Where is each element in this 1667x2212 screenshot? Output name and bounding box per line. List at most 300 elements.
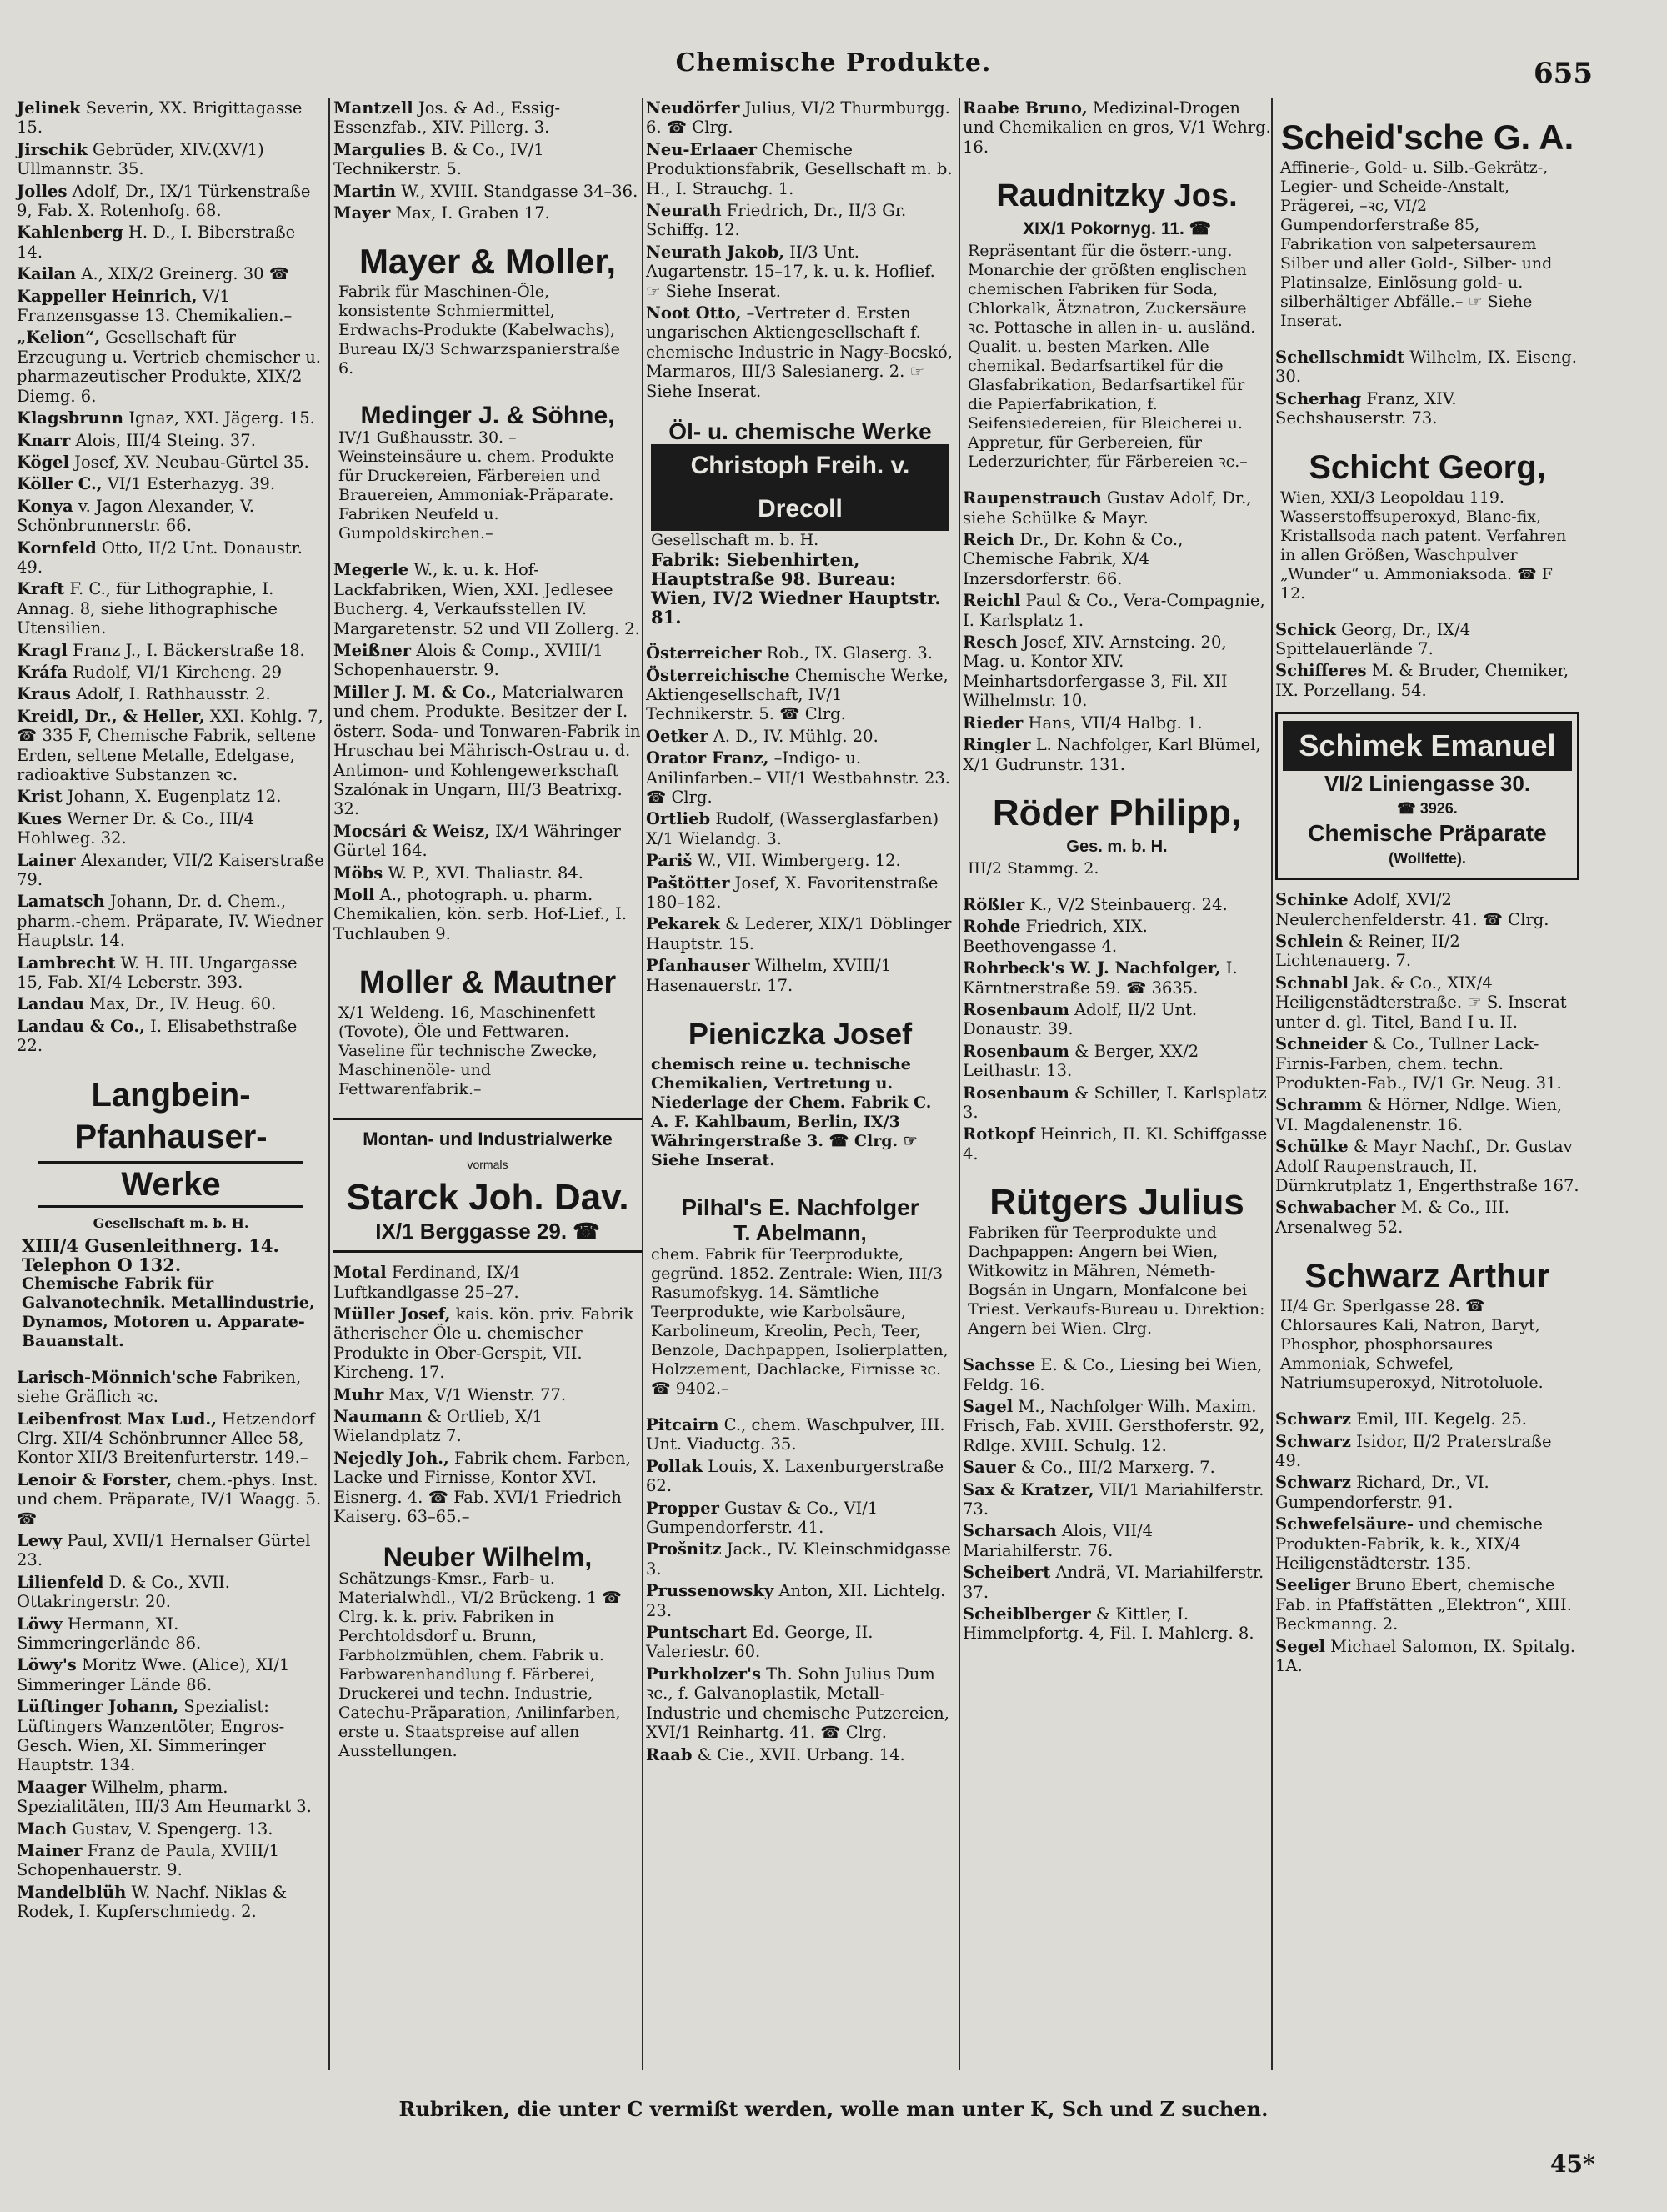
entry-name: Pfanhauser bbox=[646, 956, 750, 976]
entry-name: Mantzell bbox=[333, 98, 413, 118]
directory-entry bbox=[646, 1664, 954, 1743]
directory-entry bbox=[646, 98, 954, 138]
entry-name: Noot Otto, bbox=[646, 303, 742, 323]
advert-title: Schimek Emanuel bbox=[1283, 721, 1572, 771]
entry-details: Friedrich, Dr., II/3 Gr. Schiffg. 12. bbox=[646, 201, 907, 240]
advert-neuber bbox=[333, 1538, 642, 1768]
advert-mayer bbox=[333, 234, 642, 385]
entry-name: Kráfa bbox=[17, 662, 68, 682]
entry-name: Rotkopf bbox=[963, 1124, 1035, 1144]
entry-name: Neurath Jakob, bbox=[646, 242, 785, 262]
directory-entry bbox=[17, 1368, 325, 1407]
entry-details: C., chem. Waschpulver, III. Unt. Viaductg. 35. bbox=[646, 1415, 945, 1454]
entry-name: Neudörfer bbox=[646, 98, 740, 118]
directory-entry bbox=[17, 1017, 325, 1056]
entry-name: Schifferes bbox=[1275, 661, 1367, 681]
entry-name: Landau bbox=[17, 994, 84, 1014]
entry-name: Kornfeld bbox=[17, 538, 97, 558]
entry-details: Michael Salomon, IX. Spitalg. 1A. bbox=[1275, 1636, 1576, 1676]
column-2 bbox=[333, 98, 642, 2070]
directory-entry bbox=[646, 243, 954, 301]
advert-scheid bbox=[1275, 110, 1579, 338]
entry-name: Kraft bbox=[17, 579, 65, 599]
directory-entry bbox=[963, 735, 1271, 774]
directory-entry bbox=[17, 1841, 325, 1880]
directory-entry bbox=[646, 809, 954, 848]
entry-name: Raab bbox=[646, 1744, 693, 1764]
entry-name: Maager bbox=[17, 1777, 87, 1797]
entry-name: Lamatsch bbox=[17, 892, 105, 912]
entry-name: Megerle bbox=[333, 560, 409, 580]
advert-title: Schwarz Arthur bbox=[1304, 1258, 1550, 1295]
entry-name: Naumann bbox=[333, 1407, 423, 1426]
directory-entry bbox=[17, 809, 325, 848]
entry-details: Andrä, VI. Mariahilferstr. 37. bbox=[963, 1563, 1264, 1602]
entry-details: Paul & Co., Vera-Compagnie, I. Karlsplatz 1. bbox=[963, 591, 1265, 630]
entry-details: Max, Dr., IV. Heug. 60. bbox=[83, 994, 277, 1014]
entry-name: Sauer bbox=[963, 1458, 1016, 1478]
directory-entry bbox=[333, 683, 642, 819]
entry-details: & Co., III/2 Marxerg. 7. bbox=[1015, 1458, 1215, 1478]
advert-address: XIII/4 Gusenleithnerg. 14. Telephon O 132. bbox=[22, 1234, 279, 1275]
directory-entry bbox=[963, 713, 1271, 733]
directory-entry bbox=[17, 1819, 325, 1839]
entry-name: Purkholzer's bbox=[646, 1664, 761, 1684]
entry-details: Adolf, I. Rathhausstr. 2. bbox=[71, 684, 271, 704]
directory-entry bbox=[17, 1655, 325, 1694]
entry-details: W., VII. Wimbergerg. 12. bbox=[692, 851, 901, 871]
directory-entry bbox=[646, 1457, 954, 1496]
entry-name: Sachsse bbox=[963, 1355, 1036, 1375]
entry-details: und chemische Produkten-Fabrik, k. k., XIX/4 Heiligenstädterstr. 135. bbox=[1275, 1514, 1543, 1573]
entry-name: Köller C., bbox=[17, 474, 103, 494]
entry-name: Lenoir & Forster, bbox=[17, 1469, 173, 1489]
entry-name: Prussenowsky bbox=[646, 1581, 774, 1601]
entry-name: Larisch-Mönnich'sche bbox=[17, 1367, 218, 1387]
entry-details: & Berger, XX/2 Leithastr. 13. bbox=[963, 1041, 1199, 1081]
advert-address: III/2 Stammg. 2. bbox=[968, 858, 1099, 878]
entry-details: chem.-phys. Inst. und chem. Präparate, IV/1 Waagg. 5. ☎ bbox=[17, 1469, 322, 1529]
entry-name: Mach bbox=[17, 1819, 68, 1839]
directory-entry bbox=[963, 917, 1271, 956]
directory-entry bbox=[17, 953, 325, 993]
directory-entry bbox=[1275, 973, 1579, 1032]
entry-name: Schlein bbox=[1275, 932, 1344, 952]
directory-entry bbox=[1275, 661, 1579, 700]
advert-address: VI/2 Liniengasse 30. bbox=[1324, 771, 1531, 797]
entry-details: Julius, VI/2 Thurmburgg. 6. ☎ Clrg. bbox=[646, 98, 950, 138]
entry-name: Scheiblberger bbox=[963, 1604, 1091, 1624]
entry-details: Chemische Produktionsfabrik, Gesellschaft m. b. H., I. Strauchg. 1. bbox=[646, 139, 953, 198]
entry-name: Schneider bbox=[1275, 1034, 1368, 1054]
directory-entry bbox=[17, 287, 325, 326]
directory-entry bbox=[17, 453, 325, 472]
entry-name: Kappeller Heinrich, bbox=[17, 286, 198, 306]
directory-entry bbox=[646, 956, 954, 995]
directory-entry bbox=[1275, 1095, 1579, 1134]
entry-details: Franz de Paula, XVIII/1 Schopenhauerstr. 9. bbox=[17, 1841, 280, 1880]
entry-details: K., V/2 Steinbauerg. 24. bbox=[1024, 894, 1228, 914]
entry-name: Margulies bbox=[333, 139, 426, 159]
directory-entry bbox=[963, 1355, 1271, 1394]
column-3 bbox=[646, 98, 954, 2070]
directory-entry bbox=[1275, 932, 1579, 971]
advert-title: Scheid'sche G. A. bbox=[1280, 118, 1574, 157]
entry-details: Franz J., I. Bäckerstraße 18. bbox=[67, 640, 305, 660]
entry-name: Schinke bbox=[1275, 890, 1349, 910]
entry-details: Isidor, II/2 Praterstraße 49. bbox=[1275, 1431, 1552, 1470]
entry-details: Materialwaren und chem. Produkte. Besitzer der I. österr. Soda- und Tonwaren-Fabrik in Hruschau bei Mährisch-Ostrau u. d. Antimon- und Kohlengewerkschaft Szalónak in Ungarn, III/3 Beatrixg. 32. bbox=[333, 682, 641, 819]
advert-description: Repräsentant für die österr.-ung. Monarchie der größten englischen chemischen Fabriken für Soda, Chlorkalk, Ätznatron, Zuckersäure ꝛc. Pottasche in allen in- u. ausländ. Qualit. u. besten Marken. Alle chemikal. Bedarfsartikel für die Glasfabrikation, Bedarfsartikel für die Papierfabrikation, f. Seifensiedereien, für Bleicherei u. Appretur, für Gerbereien, für Lederzurichter, für Färbereien ꝛc.– bbox=[968, 242, 1256, 472]
entry-name: Resch bbox=[963, 633, 1018, 653]
directory-entry bbox=[17, 1697, 325, 1775]
entry-name: Pariš bbox=[646, 851, 693, 871]
entry-details: Alois, VII/4 Mariahilferstr. 76. bbox=[963, 1521, 1154, 1560]
directory-entry bbox=[646, 851, 954, 870]
entry-name: Kailan bbox=[17, 264, 77, 284]
column-divider bbox=[642, 98, 643, 2070]
directory-entry bbox=[17, 1409, 325, 1468]
entry-details: Dr., Dr. Kohn & Co., Chemische Fabrik, X/4 Inzersdorferstr. 66. bbox=[963, 530, 1184, 588]
entry-details: Adolf, Dr., IX/1 Türkenstraße 9, Fab. X. Rotenhofg. 68. bbox=[17, 181, 311, 221]
directory-entry bbox=[1275, 1432, 1579, 1471]
entry-details: W. P., XVI. Thaliastr. 84. bbox=[383, 863, 583, 883]
advert-description: Fabrik: Siebenhirten, Hauptstraße 98. Bureau: Wien, IV/2 Wiedner Hauptstr. 81. bbox=[651, 549, 941, 628]
directory-entry bbox=[963, 1604, 1271, 1644]
entry-details: W., XVIII. Standgasse 34–36. bbox=[396, 181, 638, 201]
entry-name: Krist bbox=[17, 787, 63, 807]
entry-details: IX/4 Währinger Gürtel 164. bbox=[333, 821, 621, 861]
entry-details: Chemische Werke, Aktiengesellschaft, IV/1 Technikerstr. 5. ☎ Clrg. bbox=[646, 665, 949, 724]
directory-entry bbox=[17, 994, 325, 1013]
entry-details: Th. Sohn Julius Dum ꝛc., f. Galvanoplastik, Metall-Industrie und chemische Putzereien, XVI/1 Reinhartg. 41. ☎ Clrg. bbox=[646, 1664, 949, 1743]
entry-name: Jolles bbox=[17, 181, 68, 201]
entry-name: Mandelblüh bbox=[17, 1882, 127, 1902]
directory-entry bbox=[17, 140, 325, 179]
entry-details: Heinrich, II. Kl. Schiffgasse 4. bbox=[963, 1124, 1268, 1164]
directory-entry bbox=[17, 98, 325, 138]
directory-entry bbox=[1275, 1198, 1579, 1237]
entry-name: Kues bbox=[17, 808, 63, 828]
column-divider bbox=[959, 98, 960, 2070]
directory-entry bbox=[17, 1573, 325, 1612]
entry-name: Scheibert bbox=[963, 1563, 1051, 1583]
entry-details: I. Kärntnerstraße 59. ☎ 3635. bbox=[963, 958, 1238, 998]
directory-entry bbox=[963, 1480, 1271, 1519]
entry-name: Moll bbox=[333, 884, 375, 904]
entry-name: Österreicher bbox=[646, 643, 762, 663]
entry-details: F. C., für Lithographie, I. Annag. 8, siehe lithographische Utensilien. bbox=[17, 579, 278, 638]
advert-description: IV/1 Gußhausstr. 30. –Weinsteinsäure u. chem. Produkte für Druckereien, Färbereien und Brauereien, Ammoniak-Präparate. Fabriken Neufeld u. Gumpoldskirchen.– bbox=[338, 428, 614, 543]
entry-details: Werner Dr. & Co., III/4 Hohlweg. 32. bbox=[17, 808, 254, 848]
entry-name: Seeliger bbox=[1275, 1575, 1351, 1595]
column-5 bbox=[1275, 98, 1579, 2070]
entry-details: Otto, II/2 Unt. Donaustr. 49. bbox=[17, 538, 303, 577]
directory-entry bbox=[646, 1539, 954, 1579]
directory-entry bbox=[17, 641, 325, 660]
entry-details: Johann, X. Eugenplatz 12. bbox=[62, 787, 282, 807]
directory-entry bbox=[963, 895, 1271, 914]
directory-entry bbox=[963, 1458, 1271, 1477]
entry-details: Josef, X. Favoritenstraße 180–182. bbox=[646, 873, 939, 912]
advert-title: Langbein-Pfanhauser- bbox=[74, 1076, 268, 1155]
directory-entry bbox=[646, 1499, 954, 1538]
entry-details: Alexander, VII/2 Kaiserstraße 79. bbox=[17, 850, 324, 890]
entry-name: Motal bbox=[333, 1263, 387, 1283]
entry-details: v. Jagon Alexander, V. Schönbrunnerstr. 66. bbox=[17, 496, 254, 536]
entry-details: Wilhelm, IX. Eiseng. 30. bbox=[1275, 348, 1577, 387]
entry-name: Schellschmidt bbox=[1275, 348, 1405, 367]
advert-pilhal bbox=[646, 1189, 954, 1405]
column-divider bbox=[1271, 98, 1273, 2070]
entry-details: Gustav & Co., VI/1 Gumpendorferstr. 41. bbox=[646, 1498, 879, 1538]
directory-entry bbox=[963, 633, 1271, 711]
advert-subtitle: Gesellschaft m. b. H. bbox=[93, 1214, 249, 1231]
entry-name: Klagsbrunn bbox=[17, 408, 124, 428]
entry-details: –Vertreter d. Ersten ungarischen Aktiengesellschaft f. chemische Industrie in Nagy-Bocskó, Marmaros, III/3 Salesianerg. 2. ☞ Siehe Inserat. bbox=[646, 303, 953, 401]
entry-name: Rosenbaum bbox=[963, 1041, 1069, 1061]
entry-name: Rieder bbox=[963, 713, 1024, 733]
directory-entry bbox=[333, 1449, 642, 1527]
directory-entry bbox=[333, 863, 642, 883]
column-divider bbox=[328, 98, 330, 2070]
advert-description: X/1 Weldeng. 16, Maschinenfett (Tovote), Öle und Fettwaren. Vaseline für technische Zwecke, Maschinenöle- und Fettwarenfabrik.– bbox=[338, 1003, 598, 1099]
advert-langbein bbox=[17, 1068, 325, 1358]
entry-name: Möbs bbox=[333, 863, 383, 883]
directory-entry bbox=[963, 488, 1271, 528]
entry-name: Meißner bbox=[333, 641, 412, 661]
entry-details: Richard, Dr., VI. Gumpendorferstr. 91. bbox=[1275, 1473, 1489, 1512]
directory-entry bbox=[646, 1745, 954, 1764]
entry-details: Gustav Adolf, Dr., siehe Schülke & Mayr. bbox=[963, 488, 1252, 528]
directory-entry bbox=[17, 892, 325, 950]
entry-name: Nejedly Joh., bbox=[333, 1448, 449, 1468]
directory-entry bbox=[333, 885, 642, 943]
directory-entry bbox=[1275, 1575, 1579, 1634]
directory-entry bbox=[646, 873, 954, 913]
advert-title: Neuber Wilhelm, bbox=[383, 1542, 593, 1573]
advert-title: Röder Philipp, bbox=[992, 792, 1242, 833]
advert-moller bbox=[333, 955, 642, 1106]
entry-name: Paštötter bbox=[646, 873, 730, 893]
directory-entry bbox=[333, 560, 642, 638]
entry-details: A., XIX/2 Greinerg. 30 ☎ bbox=[76, 264, 290, 284]
entry-name: Schnabl bbox=[1275, 973, 1349, 993]
advert-title: Pieniczka Josef bbox=[688, 1017, 913, 1051]
directory-entry bbox=[333, 1263, 642, 1302]
entry-name: Lewy bbox=[17, 1530, 63, 1550]
advert-description: Chemische Präparate bbox=[1308, 820, 1547, 847]
advert-title: Pilhal's E. Nachfolger bbox=[681, 1194, 919, 1220]
entry-name: Knarr bbox=[17, 430, 71, 450]
entry-name: Orator Franz, bbox=[646, 748, 769, 768]
directory-entry bbox=[333, 1304, 642, 1383]
directory-entry bbox=[646, 727, 954, 746]
entry-name: Raupenstrauch bbox=[963, 488, 1102, 508]
directory-entry bbox=[17, 538, 325, 578]
entry-details: Josef, XIV. Arnsteing. 20, Mag. u. Kontor XIV. Meinhartsdorfergasse 3, Fil. XII Wilhelmstr. 10. bbox=[963, 633, 1228, 711]
advert-telephone: ☎ 3926. bbox=[1397, 800, 1458, 818]
entry-name: Landau & Co., bbox=[17, 1016, 145, 1036]
entry-details: M., Nachfolger Wilh. Maxim. Frisch, Fab. XVIII. Gersthoferstr. 92, Rdlge. XVIII. Schulg. 12. bbox=[963, 1397, 1265, 1455]
directory-entry bbox=[333, 98, 642, 138]
advert-description: Fabriken für Teerprodukte und Dachpappen: Angern bei Wien, Witkowitz in Mähren, Németh-Bogsán in Ungarn, Monfalcone bei Triest. Verkaufs-Bureau u. Direktion: Angern bei Wien. Clrg. bbox=[968, 1224, 1265, 1339]
directory-entry bbox=[963, 1521, 1271, 1560]
directory-entry bbox=[17, 579, 325, 638]
entry-details: Hans, VII/4 Halbg. 1. bbox=[1023, 713, 1203, 733]
entry-details: Wilhelm, pharm. Spezialitäten, III/3 Am Heumarkt 3. bbox=[17, 1777, 312, 1817]
directory-entry bbox=[333, 822, 642, 861]
advert-title: Mayer & Moller, bbox=[358, 242, 617, 282]
entry-details: W., k. u. k. Hof-Lackfabriken, Wien, XXI. Jedlesee Bucherg. 4, Verkaufsstellen IV. Margaretenstr. 52 und VII Zollerg. 2. bbox=[333, 560, 640, 638]
directory-entry bbox=[1275, 1473, 1579, 1512]
directory-entry bbox=[333, 182, 642, 201]
directory-entry bbox=[333, 203, 642, 223]
advert-description: II/4 Gr. Sperlgasse 28. ☎ Chlorsaures Kali, Natron, Baryt, Phosphor, phosphorsaures Ammoniak, Schwefel, Natriumsuperoxyd, Nitrotoluole. bbox=[1280, 1297, 1544, 1393]
entry-name: Kahlenberg bbox=[17, 223, 123, 243]
directory-entry bbox=[1275, 389, 1579, 428]
entry-details: Hermann, XI. Simmeringerlände 86. bbox=[17, 1614, 202, 1653]
entry-details: XXI. Kohlg. 7, ☎ 335 F, Chemische Fabrik, seltene Erden, seltene Metalle, Edelgase, radioaktive Substanzen ꝛc. bbox=[17, 706, 323, 784]
advert-description: Schätzungs-Kmsr., Farb- u. Materialwhdl., VI/2 Brückeng. 1 ☎ Clrg. k. k. priv. Fabriken in Perchtoldsdorf u. Brunn, Farbholzmühlen, chem. Fabrik u. Farbwarenhandlung f. Färberei, Druckerei und techn. Industrie, Catechu-Präparation, Anilinfarben, erste u. Staatspreise auf allen Ausstellungen. bbox=[338, 1569, 622, 1761]
directory-entry bbox=[963, 1397, 1271, 1455]
directory-entry bbox=[17, 787, 325, 806]
entry-details: Wilhelm, XVIII/1 Hasenauerstr. 17. bbox=[646, 956, 892, 995]
entry-details: Jack., IV. Kleinschmidgasse 3. bbox=[646, 1539, 951, 1579]
entry-details: Gesellschaft für Erzeugung u. Vertrieb chemischer u. pharmazeutischer Produkte, XIX/2 Diemg. 6. bbox=[17, 328, 321, 406]
entry-details: Ignaz, XXI. Jägerg. 15. bbox=[123, 408, 315, 428]
entry-details: B. & Co., IV/1 Technikerstr. 5. bbox=[333, 139, 544, 179]
entry-details: Severin, XX. Brigittagasse 15. bbox=[17, 98, 303, 138]
entry-name: Pollak bbox=[646, 1456, 703, 1476]
advert-subtitle: T. Abelmann, bbox=[733, 1220, 867, 1245]
directory-entry bbox=[17, 1531, 325, 1570]
directory-entry bbox=[17, 707, 325, 785]
entry-details: Moritz Wwe. (Alice), XI/1 Simmeringer Lände 86. bbox=[17, 1655, 290, 1694]
directory-entry bbox=[963, 591, 1271, 630]
entry-details: L. Nachfolger, Karl Blümel, X/1 Gudrunstr. 131. bbox=[963, 735, 1261, 774]
entry-details: Max, V/1 Wienstr. 77. bbox=[383, 1384, 567, 1404]
entry-name: Rößler bbox=[963, 894, 1025, 914]
entry-name: Miller J. M. & Co., bbox=[333, 682, 497, 702]
entry-name: Schwefelsäure- bbox=[1275, 1514, 1414, 1534]
entry-name: Lilienfeld bbox=[17, 1572, 104, 1592]
directory-entry bbox=[963, 98, 1271, 157]
entry-name: Segel bbox=[1275, 1636, 1325, 1656]
entry-name: Jirschik bbox=[17, 139, 88, 159]
entry-name: Neurath bbox=[646, 201, 722, 221]
directory-entry bbox=[17, 223, 325, 262]
entry-details: Alois, III/4 Steing. 37. bbox=[70, 430, 256, 450]
entry-name: Reichl bbox=[963, 591, 1021, 611]
entry-details: VI/1 Esterhazyg. 39. bbox=[102, 474, 276, 494]
advert-starck bbox=[333, 1118, 642, 1253]
column-4 bbox=[963, 98, 1271, 2070]
directory-entry bbox=[17, 684, 325, 703]
directory-entry bbox=[646, 748, 954, 807]
entry-name: Rosenbaum bbox=[963, 999, 1069, 1019]
entry-name: Jelinek bbox=[17, 98, 81, 118]
entry-details: Bruno Ebert, chemische Fab. in Pfaffstätten „Elektron“, XIII. Beckmanng. 2. bbox=[1275, 1575, 1572, 1634]
entry-name: Mainer bbox=[17, 1841, 83, 1861]
advert-pieniczka bbox=[646, 1007, 954, 1177]
directory-entry bbox=[646, 1415, 954, 1454]
entry-details: & Kittler, I. Himmelpfortg. 4, Fil. I. Mahlerg. 8. bbox=[963, 1604, 1254, 1644]
directory-entry bbox=[1275, 1637, 1579, 1676]
entry-name: Schwarz bbox=[1275, 1473, 1351, 1493]
entry-name: Sax & Kratzer, bbox=[963, 1479, 1094, 1499]
entry-details: Paul, XVII/1 Hernalser Gürtel 23. bbox=[17, 1530, 311, 1570]
signature-mark: 45* bbox=[1550, 2150, 1595, 2178]
entry-details: W. H. III. Ungargasse 15, Fab. XI/4 Leberstr. 393. bbox=[17, 953, 298, 993]
entry-details: Louis, X. Laxenburgerstraße 62. bbox=[646, 1456, 944, 1496]
advert-schimek bbox=[1275, 712, 1579, 880]
advert-ruetgers bbox=[963, 1175, 1271, 1345]
entry-name: Kraus bbox=[17, 684, 72, 704]
entry-name: Kreidl, Dr., & Heller, bbox=[17, 706, 205, 726]
directory-entry bbox=[17, 497, 325, 536]
directory-entry bbox=[17, 1778, 325, 1817]
directory-entry bbox=[17, 851, 325, 890]
directory-entry bbox=[17, 1883, 325, 1922]
entry-details: Adolf, XVI/2 Neulerchenfelderstr. 41. ☎ Clrg. bbox=[1275, 890, 1549, 929]
entry-details: Jos. & Ad., Essig-Essenzfab., XIV. Pillerg. 3. bbox=[333, 98, 561, 138]
entry-name: „Kelion“, bbox=[17, 328, 101, 348]
entry-details: Rudolf, VI/1 Kircheng. 29 bbox=[67, 662, 283, 682]
entry-details: Friedrich, XIX. Beethovengasse 4. bbox=[963, 917, 1148, 956]
directory-entry bbox=[646, 1623, 954, 1662]
directory-entry bbox=[963, 1563, 1271, 1602]
entry-name: Kögel bbox=[17, 452, 69, 472]
entry-details: Adolf, II/2 Unt. Donaustr. 39. bbox=[963, 999, 1198, 1039]
entry-details: A., photograph. u. pharm. Chemikalien, kön. serb. Hof-Lief., I. Tuchlauben 9. bbox=[333, 884, 628, 943]
entry-name: Ortlieb bbox=[646, 809, 711, 829]
entry-details: Gebrüder, XIV.(XV/1) Ullmannstr. 35. bbox=[17, 139, 264, 179]
entry-name: Scherhag bbox=[1275, 388, 1362, 408]
entry-name: Löwy bbox=[17, 1614, 63, 1634]
entry-details: Gustav, V. Spengerg. 13. bbox=[67, 1819, 273, 1839]
entry-name: Lambrecht bbox=[17, 953, 116, 973]
entry-name: Neu-Erlaaer bbox=[646, 139, 757, 159]
entry-details: Spezialist: Lüftingers Wanzentöter, Engros-Gesch. Wien, XI. Simmeringer Hauptstr. 134. bbox=[17, 1697, 285, 1775]
directory-entry bbox=[17, 182, 325, 221]
entry-details: Ferdinand, IX/4 Luftkandlgasse 25–27. bbox=[333, 1263, 521, 1302]
advert-title: Schicht Georg, bbox=[1309, 448, 1546, 486]
entry-details: Josef, XV. Neubau-Gürtel 35. bbox=[68, 452, 309, 472]
entry-details: & Schiller, I. Karlsplatz 3. bbox=[963, 1083, 1267, 1122]
page-title: Chemische Produkte. bbox=[675, 48, 992, 78]
entry-name: Reich bbox=[963, 530, 1015, 550]
entry-name: Österreichische bbox=[646, 665, 790, 685]
entry-name: Propper bbox=[646, 1498, 719, 1518]
page-number: 655 bbox=[1534, 57, 1593, 90]
advert-medinger bbox=[333, 397, 642, 550]
directory-entry bbox=[1275, 1514, 1579, 1573]
entry-name: Sagel bbox=[963, 1397, 1014, 1416]
directory-entry bbox=[963, 1083, 1271, 1123]
entry-details: Johann, Dr. d. Chem., pharm.-chem. Präparate, IV. Wiedner Hauptstr. 14. bbox=[17, 892, 324, 951]
directory-entry bbox=[646, 303, 954, 401]
entry-details: II/3 Unt. Augartenstr. 15–17, k. u. k. Hoflief. ☞ Siehe Inserat. bbox=[646, 242, 935, 301]
entry-name: Rosenbaum bbox=[963, 1083, 1069, 1103]
directory-entry bbox=[17, 663, 325, 682]
entry-name: Rohrbeck's W. J. Nachfolger, bbox=[963, 958, 1221, 978]
entry-details: E. & Co., Liesing bei Wien, Feldg. 16. bbox=[963, 1355, 1263, 1394]
advert-pretitle: Öl- u. chemische Werke bbox=[668, 418, 932, 445]
entry-details: A. D., IV. Mühlg. 20. bbox=[708, 726, 879, 746]
entry-details: Ed. George, II. Valeriestr. 60. bbox=[646, 1623, 874, 1662]
advert-roeder bbox=[963, 786, 1271, 885]
